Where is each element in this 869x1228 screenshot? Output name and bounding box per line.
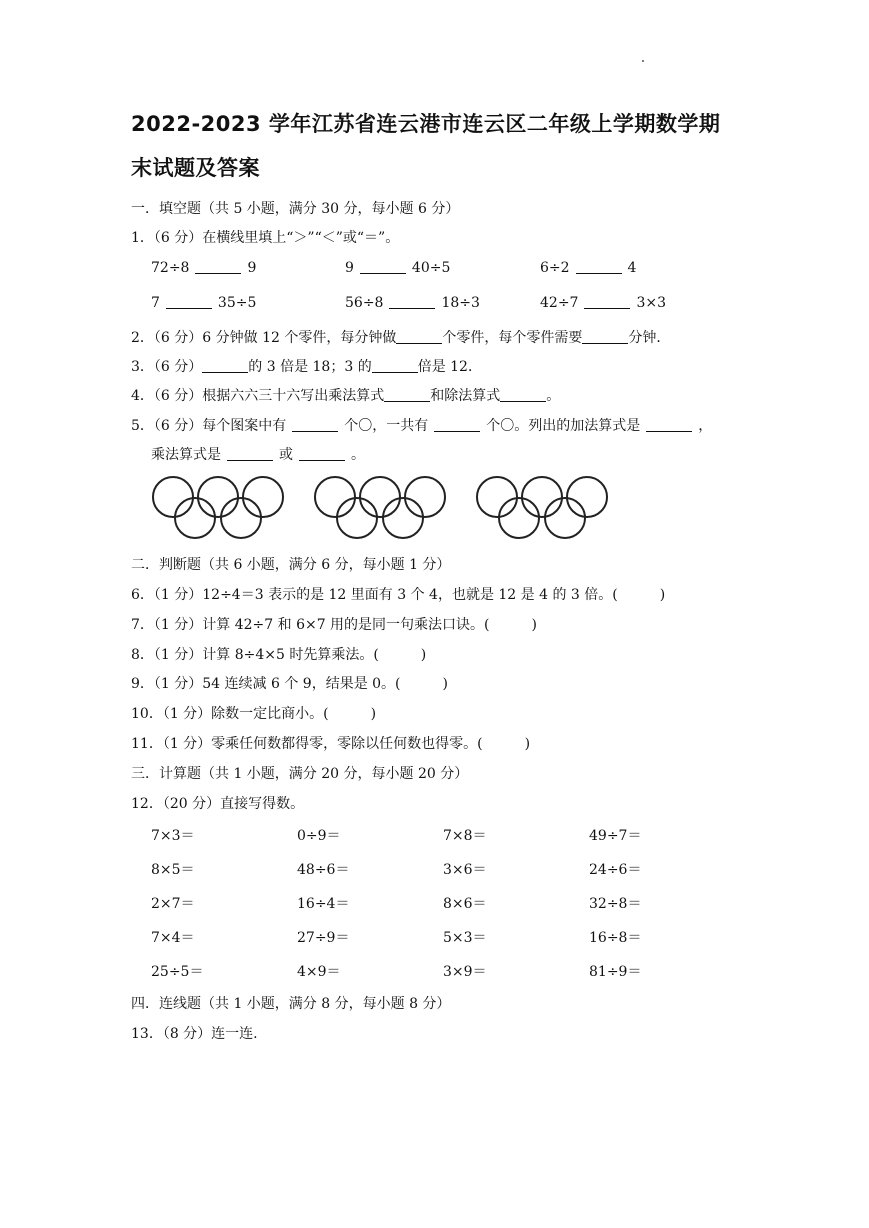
calc-item: 4×9＝	[297, 964, 341, 980]
question-4: 4．（6 分）根据六六三十六写出乘法算式 和除法算式 。	[131, 388, 561, 404]
page-dot	[642, 60, 644, 62]
section-heading-matching: 四．连线题（共 1 小题，满分 8 分，每小题 8 分）	[131, 996, 451, 1012]
answer-blank[interactable]	[500, 387, 546, 402]
calc-item: 3×6＝	[443, 862, 487, 878]
question-13-text: 13．（8 分）连一连.	[131, 1026, 258, 1042]
calc-item: 48÷6＝	[297, 862, 350, 878]
section-heading-fill-in: 一．填空题（共 5 小题，满分 30 分，每小题 6 分）	[131, 201, 460, 217]
answer-blank[interactable]	[372, 358, 418, 373]
ring-figure-2	[314, 474, 446, 540]
answer-blank[interactable]	[576, 259, 622, 274]
document-title-line-1: 2022-2023 学年江苏省连云港市连云区二年级上学期数学期	[131, 112, 721, 136]
compare-item: 56÷8 18÷3	[345, 295, 480, 311]
calc-item: 5×3＝	[443, 930, 487, 946]
answer-blank[interactable]	[195, 259, 241, 274]
calc-item: 3×9＝	[443, 964, 487, 980]
ring-figure-3	[476, 474, 608, 540]
answer-blank[interactable]	[646, 417, 692, 432]
compare-item: 6÷2 4	[540, 260, 637, 276]
calc-item: 7×8＝	[443, 828, 487, 844]
judge-question: 11．（1 分）零乘任何数都得零，零除以任何数也得零。( )	[131, 736, 531, 752]
judge-question: 6．（1 分）12÷4＝3 表示的是 12 里面有 3 个 4，也就是 12 是 4 的 3 倍。( )	[131, 587, 666, 603]
judge-question: 8．（1 分）计算 8÷4×5 时先算乘法。( )	[131, 647, 427, 663]
judge-question: 7．（1 分）计算 42÷7 和 6×7 用的是同一句乘法口诀。( )	[131, 617, 537, 633]
ring-figure-1	[152, 474, 284, 540]
calc-item: 16÷8＝	[589, 930, 642, 946]
answer-blank[interactable]	[299, 446, 345, 461]
calc-item: 81÷9＝	[589, 964, 642, 980]
answer-blank[interactable]	[227, 446, 273, 461]
section-heading-true-false: 二．判断题（共 6 小题，满分 6 分，每小题 1 分）	[131, 557, 451, 573]
calc-item: 0÷9＝	[297, 828, 341, 844]
compare-item: 72÷8 9	[151, 260, 257, 276]
judge-question: 9．（1 分）54 连续减 6 个 9，结果是 0。( )	[131, 676, 448, 692]
answer-blank[interactable]	[584, 294, 630, 309]
question-3: 3．（6 分） 的 3 倍是 18；3 的 倍是 12．	[131, 359, 482, 375]
question-1-text: 1．（6 分）在横线里填上“＞”“＜”或“＝”。	[131, 230, 400, 246]
answer-blank[interactable]	[384, 387, 430, 402]
calc-item: 27÷9＝	[297, 930, 350, 946]
judge-question: 10．（1 分）除数一定比商小。( )	[131, 706, 377, 722]
section-heading-calculation: 三．计算题（共 1 小题，满分 20 分，每小题 20 分）	[131, 766, 469, 782]
calc-item: 2×7＝	[151, 896, 195, 912]
compare-item: 42÷7 3×3	[540, 295, 666, 311]
calc-item: 16÷4＝	[297, 896, 350, 912]
answer-blank[interactable]	[396, 329, 442, 344]
question-12-text: 12．（20 分）直接写得数。	[131, 796, 305, 812]
calc-item: 32÷8＝	[589, 896, 642, 912]
calc-item: 7×4＝	[151, 930, 195, 946]
answer-blank[interactable]	[202, 358, 248, 373]
question-5-continued: 乘法算式是 或 。	[151, 447, 365, 463]
answer-blank[interactable]	[389, 294, 435, 309]
compare-item: 9 40÷5	[345, 260, 451, 276]
answer-blank[interactable]	[292, 417, 338, 432]
compare-item: 7 35÷5	[151, 295, 257, 311]
calc-item: 7×3＝	[151, 828, 195, 844]
answer-blank[interactable]	[360, 259, 406, 274]
answer-blank[interactable]	[166, 294, 212, 309]
question-2: 2．（6 分）6 分钟做 12 个零件，每分钟做 个零件，每个零件需要 分钟．	[131, 330, 671, 346]
calc-item: 49÷7＝	[589, 828, 642, 844]
calc-item: 8×5＝	[151, 862, 195, 878]
calc-item: 25÷5＝	[151, 964, 204, 980]
answer-blank[interactable]	[582, 329, 628, 344]
question-5: 5．（6 分）每个图案中有 个〇，一共有 个〇。列出的加法算式是 ，	[131, 418, 713, 434]
calc-item: 24÷6＝	[589, 862, 642, 878]
answer-blank[interactable]	[434, 417, 480, 432]
calc-item: 8×6＝	[443, 896, 487, 912]
document-title-line-2: 末试题及答案	[131, 156, 260, 180]
